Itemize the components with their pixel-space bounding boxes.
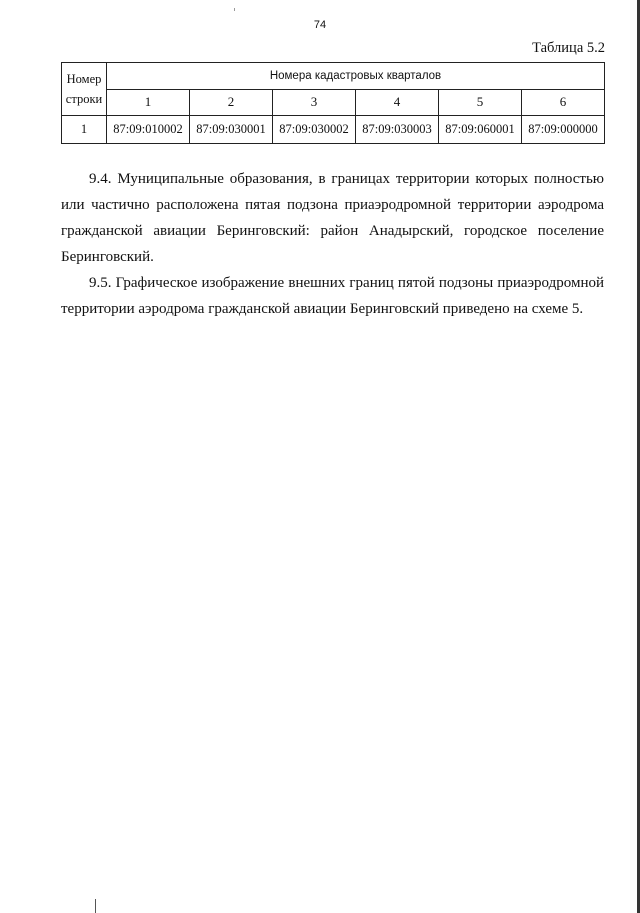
table-caption: Таблица 5.2 xyxy=(532,40,605,56)
column-index: 5 xyxy=(439,89,522,116)
paragraph-9-4: 9.4. Муниципальные образования, в границах территории которых полностью или частично расположена пятая подзона приаэродромной территории аэродрома гражданской авиации Беринговский: район Анадырский, городское поселение Беринговский. xyxy=(61,171,604,265)
column-index: 2 xyxy=(190,89,273,116)
table-row xyxy=(62,116,605,144)
cadastral-group-header: Номера кадастровых кварталов xyxy=(107,63,605,90)
page-number: 74 xyxy=(313,19,327,31)
column-index-row xyxy=(62,89,605,116)
column-index: 6 xyxy=(522,89,605,116)
cadastral-number-cell: 87:09:030002 xyxy=(273,116,356,144)
cadastral-number-cell: 87:09:010002 xyxy=(107,116,190,144)
scan-speck xyxy=(234,8,235,11)
row-number-header: Номер строки xyxy=(62,63,107,116)
column-index: 4 xyxy=(356,89,439,116)
cadastral-table xyxy=(61,62,605,144)
cadastral-number-cell: 87:09:030003 xyxy=(356,116,439,144)
scan-mark xyxy=(95,899,96,913)
cadastral-number-cell: 87:09:000000 xyxy=(522,116,605,144)
column-index: 3 xyxy=(273,89,356,116)
row-number-cell: 1 xyxy=(62,116,107,144)
paragraph-9-5: 9.5. Графическое изображение внешних границ пятой подзоны приаэродромной территории аэродрома гражданской авиации Беринговский приведено на схеме 5. xyxy=(61,275,604,317)
cadastral-number-cell: 87:09:030001 xyxy=(190,116,273,144)
body-text xyxy=(61,166,604,322)
table-header-row xyxy=(62,63,605,90)
cadastral-number-cell: 87:09:060001 xyxy=(439,116,522,144)
column-index: 1 xyxy=(107,89,190,116)
